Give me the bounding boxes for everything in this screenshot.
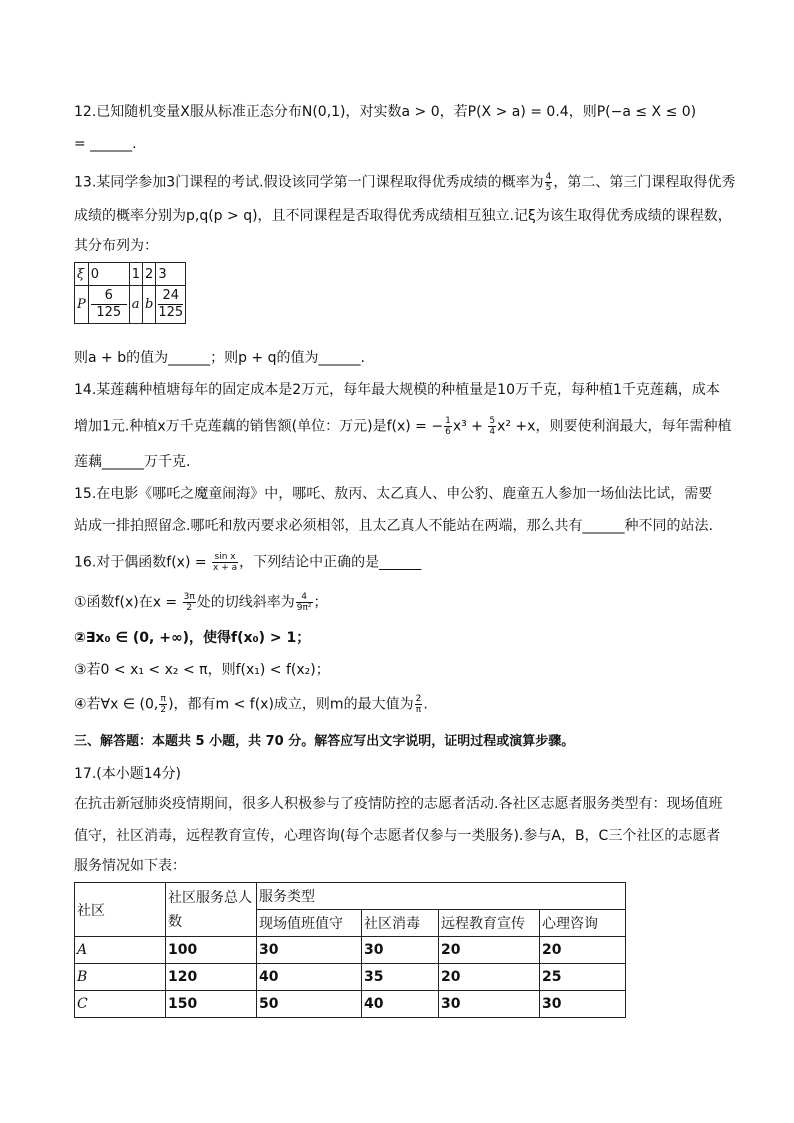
q14-line2: 增加1元.种植x万千克莲藕的销售额(单位：万元)是f(x) = − $\frac{1}{6}$ x³ + $\frac{5}{4}$ x² +x，则要使利润最大，每年需种植 bbox=[74, 416, 732, 437]
q13-fraction: $\frac{4}{5}$ bbox=[545, 172, 552, 193]
table-row: A 100 30 30 20 20 bbox=[75, 937, 626, 964]
q12-line1: 12.已知随机变量X服从标准正态分布N(0,1)，对实数a > 0，若P(X > a) = 0.4，则P(−a ≤ X ≤ 0) bbox=[74, 104, 697, 120]
q13-distribution-table bbox=[74, 262, 186, 324]
q15-line1: 15.在电影《哪吒之魔童闹海》中，哪吒、敖丙、太乙真人、申公豹、鹿童五人参加一场仙法比试，需要 bbox=[74, 486, 713, 502]
q17-service-table bbox=[74, 882, 626, 1018]
q16-fraction: $\frac{\text{sin x}}{x + a}$ bbox=[213, 552, 238, 573]
section-3-heading: 三、解答题：本题共 5 小题，共 70 分。解答应写出文字说明，证明过程或演算步骤。 bbox=[74, 734, 575, 749]
q14-line1: 14.某莲藕种植塘每年的固定成本是2万元，每年最大规模的种植量是10万千克，每种植1千克莲藕，成本 bbox=[74, 382, 720, 398]
table-row: C 150 50 40 30 30 bbox=[75, 991, 626, 1018]
q13-line1 bbox=[74, 172, 735, 193]
q16-option-1: ①函数f(x)在x = $\frac{3\pi}{2}$ 处的切线斜率为 $\frac{4}{\text{9π²}}$ ； bbox=[74, 592, 328, 613]
q17-line1: 在抗击新冠肺炎疫情期间，很多人积极参与了疫情防控的志愿者活动.各社区志愿者服务类型有：现场值班 bbox=[74, 796, 723, 812]
q15-line2: 站成一排拍照留念.哪吒和敖丙要求必须相邻，且太乙真人不能站在两端，那么共有______种不同的站法. bbox=[74, 518, 713, 534]
table-row: B 120 40 35 20 25 bbox=[75, 964, 626, 991]
q17-header: 17.(本小题14分) bbox=[74, 766, 182, 782]
q12-line2: = ______. bbox=[74, 136, 137, 152]
q14-fraction-2: $\frac{5}{4}$ bbox=[489, 416, 496, 437]
q16-line1: 16.对于偶函数f(x) = $\frac{\text{sin x}}{x + a}$ ，下列结论中正确的是______ bbox=[74, 552, 422, 573]
table-row: 现场值班值守 社区消毒 远程教育宣传 心理咨询 bbox=[75, 910, 626, 937]
q13-line2: 成绩的概率分别为p,q(p > q)，且不同课程是否取得优秀成绩相互独立.记ξ为该生取得优秀成绩的课程数， bbox=[74, 208, 732, 224]
q13-line3: 其分布列为： bbox=[74, 238, 158, 254]
q16-option-3: ③若0 < x₁ < x₂ < π，则f(x₁) < f(x₂)； bbox=[74, 662, 330, 678]
q14-line3: 莲藕______万千克. bbox=[74, 454, 191, 470]
table-row: P 6 125 a b 24 125 bbox=[75, 286, 186, 324]
q13-line1a: 13.某同学参加3门课程的考试.假设该同学第一门课程取得优秀成绩的概率为 bbox=[74, 174, 544, 191]
q17-line3: 服务情况如下表： bbox=[74, 858, 186, 874]
table-row: 社区 社区服务总人数 服务类型 bbox=[75, 883, 626, 910]
q16-option-4: ④若∀x ∈ (0, $\frac{\pi}{2}$ )，都有m < f(x)成立，则m的最大值为 $\frac{2}{\pi}$ . bbox=[74, 694, 428, 715]
table-row: ξ 0 1 2 3 bbox=[75, 263, 186, 286]
q13-line1b: ，第二、第三门课程取得优秀 bbox=[553, 174, 736, 191]
q17-line2: 值守，社区消毒，远程教育宣传，心理咨询(每个志愿者仅参与一类服务).参与A，B，C三个社区的志愿者 bbox=[74, 828, 721, 844]
q16-option-2: ②∃x₀ ∈ (0, +∞)，使得f(x₀) > 1； bbox=[74, 630, 311, 646]
q14-fraction-1: $\frac{1}{6}$ bbox=[445, 416, 451, 437]
q13-after: 则a + b的值为______；则p + q的值为______. bbox=[74, 350, 365, 366]
